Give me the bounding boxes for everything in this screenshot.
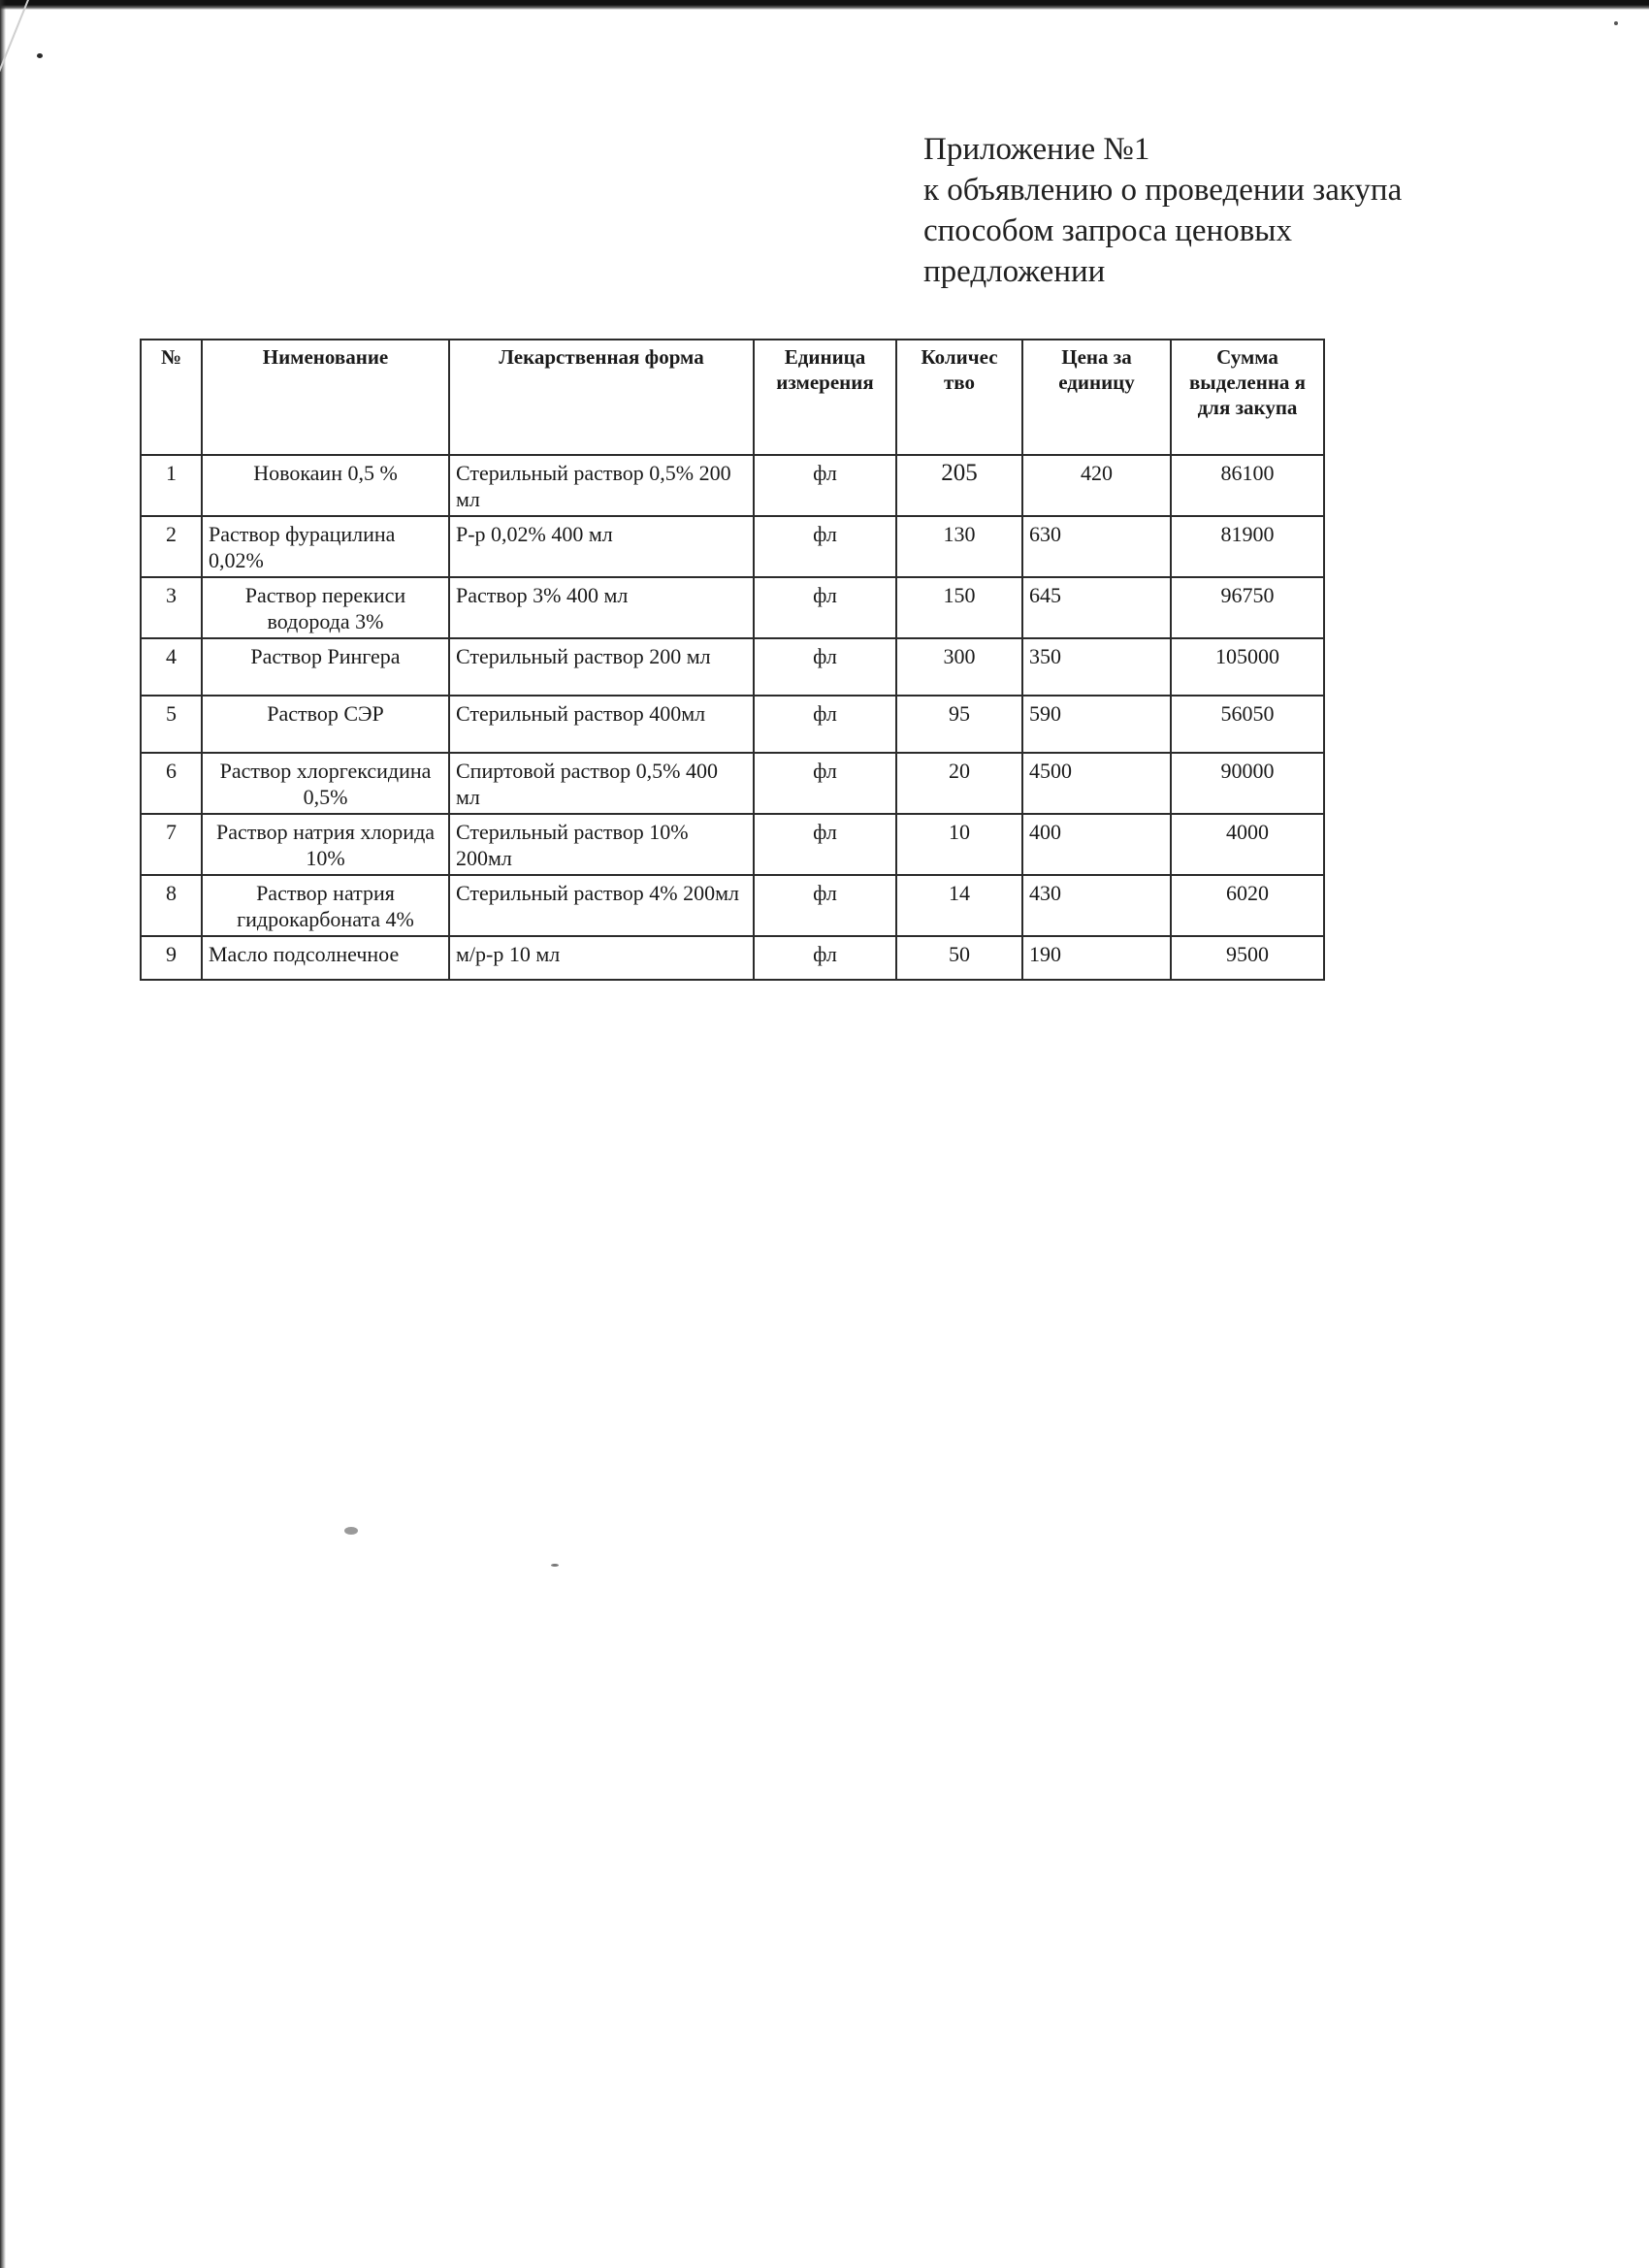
- cell-qty: 14: [896, 875, 1022, 936]
- cell-name: Масло подсолнечное: [202, 936, 449, 980]
- cell-form: Спиртовой раствор 0,5% 400 мл: [449, 753, 754, 814]
- cell-qty: 95: [896, 696, 1022, 753]
- annex-caption: [923, 129, 1402, 292]
- cell-sum: 9500: [1171, 936, 1324, 980]
- cell-num: 1: [141, 455, 202, 516]
- table-row: [141, 936, 1324, 980]
- cell-unit: фл: [754, 814, 896, 875]
- paper-fold-line: [0, 0, 194, 349]
- scan-speck: [1614, 21, 1618, 25]
- table-row: [141, 638, 1324, 696]
- cell-price: 645: [1022, 577, 1171, 638]
- table-header-row: [141, 340, 1324, 455]
- cell-name: Новокаин 0,5 %: [202, 455, 449, 516]
- scan-top-edge: [0, 0, 1649, 10]
- header-name: Нименование: [202, 340, 449, 455]
- cell-sum: 90000: [1171, 753, 1324, 814]
- cell-sum: 96750: [1171, 577, 1324, 638]
- annex-caption-line: Приложение №1: [923, 132, 1150, 167]
- annex-caption-line: к объявлению о проведении закупа: [923, 173, 1403, 208]
- cell-form: Стерильный раствор 4% 200мл: [449, 875, 754, 936]
- annex-caption-line: способом запроса ценовых: [923, 213, 1292, 248]
- header-num: №: [141, 340, 202, 455]
- cell-sum: 81900: [1171, 516, 1324, 577]
- scan-speck: [37, 53, 43, 58]
- cell-num: 3: [141, 577, 202, 638]
- cell-unit: фл: [754, 936, 896, 980]
- header-form: Лекарственная форма: [449, 340, 754, 455]
- table-row: [141, 455, 1324, 516]
- cell-name: Раствор Рингера: [202, 638, 449, 696]
- cell-name: Раствор СЭР: [202, 696, 449, 753]
- cell-unit: фл: [754, 638, 896, 696]
- cell-price: 590: [1022, 696, 1171, 753]
- cell-sum: 86100: [1171, 455, 1324, 516]
- cell-name: Раствор хлоргексидина 0,5%: [202, 753, 449, 814]
- cell-unit: фл: [754, 455, 896, 516]
- cell-qty: 300: [896, 638, 1022, 696]
- cell-price: 350: [1022, 638, 1171, 696]
- cell-form: Р-р 0,02% 400 мл: [449, 516, 754, 577]
- table-row: [141, 696, 1324, 753]
- cell-name: Раствор натрия хлорида 10%: [202, 814, 449, 875]
- procurement-table: [140, 339, 1325, 981]
- table-row: [141, 516, 1324, 577]
- cell-num: 8: [141, 875, 202, 936]
- header-qty: Количес тво: [896, 340, 1022, 455]
- annex-caption-line: предложении: [923, 254, 1106, 289]
- cell-qty: 130: [896, 516, 1022, 577]
- cell-price: 430: [1022, 875, 1171, 936]
- cell-sum: 105000: [1171, 638, 1324, 696]
- cell-name: Раствор фурацилина 0,02%: [202, 516, 449, 577]
- cell-unit: фл: [754, 875, 896, 936]
- cell-qty: 20: [896, 753, 1022, 814]
- cell-sum: 56050: [1171, 696, 1324, 753]
- cell-qty: 150: [896, 577, 1022, 638]
- cell-name: Раствор натрия гидрокарбоната 4%: [202, 875, 449, 936]
- table-row: [141, 875, 1324, 936]
- cell-num: 9: [141, 936, 202, 980]
- cell-form: Стерильный раствор 10% 200мл: [449, 814, 754, 875]
- cell-unit: фл: [754, 577, 896, 638]
- cell-sum: 6020: [1171, 875, 1324, 936]
- scan-speck: [551, 1564, 559, 1567]
- cell-qty: 10: [896, 814, 1022, 875]
- cell-name: Раствор перекиси водорода 3%: [202, 577, 449, 638]
- cell-unit: фл: [754, 696, 896, 753]
- cell-num: 2: [141, 516, 202, 577]
- cell-price: 190: [1022, 936, 1171, 980]
- cell-qty: 205: [896, 455, 1022, 516]
- cell-price: 400: [1022, 814, 1171, 875]
- header-unit: Единица измерения: [754, 340, 896, 455]
- scan-speck: [344, 1527, 358, 1535]
- cell-form: м/р-р 10 мл: [449, 936, 754, 980]
- header-sum: Сумма выделенна я для закупа: [1171, 340, 1324, 455]
- cell-num: 7: [141, 814, 202, 875]
- cell-unit: фл: [754, 753, 896, 814]
- table-row: [141, 753, 1324, 814]
- cell-price: 4500: [1022, 753, 1171, 814]
- table-row: [141, 814, 1324, 875]
- cell-qty: 50: [896, 936, 1022, 980]
- cell-form: Стерильный раствор 400мл: [449, 696, 754, 753]
- cell-form: Стерильный раствор 0,5% 200 мл: [449, 455, 754, 516]
- cell-num: 4: [141, 638, 202, 696]
- cell-unit: фл: [754, 516, 896, 577]
- cell-form: Раствор 3% 400 мл: [449, 577, 754, 638]
- cell-sum: 4000: [1171, 814, 1324, 875]
- cell-form: Стерильный раствор 200 мл: [449, 638, 754, 696]
- table-row: [141, 577, 1324, 638]
- cell-price: 420: [1022, 455, 1171, 516]
- header-price: Цена за единицу: [1022, 340, 1171, 455]
- cell-num: 5: [141, 696, 202, 753]
- cell-price: 630: [1022, 516, 1171, 577]
- cell-num: 6: [141, 753, 202, 814]
